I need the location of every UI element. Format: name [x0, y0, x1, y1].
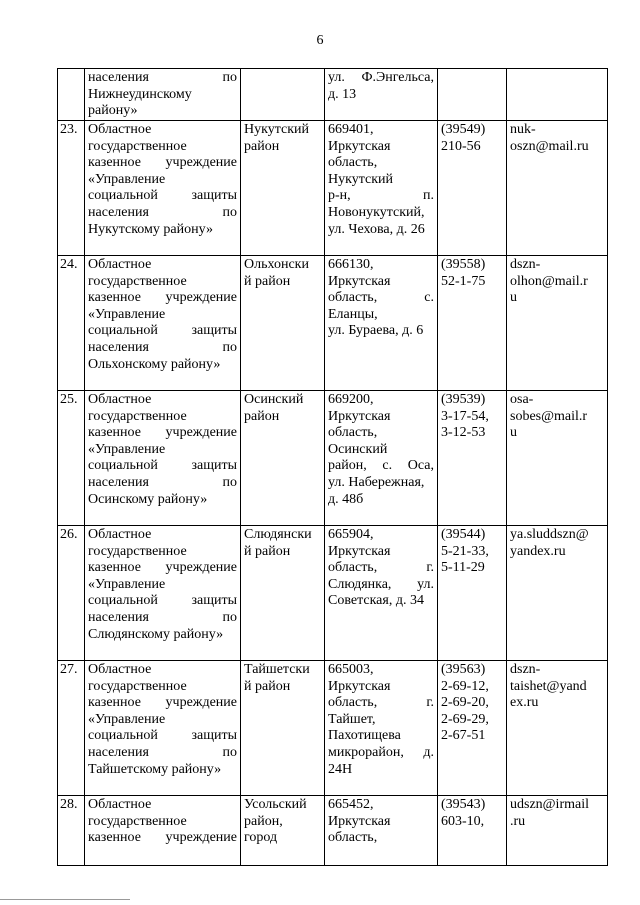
cell-word: с.	[424, 290, 434, 306]
cell-line: olhon@mail.r	[510, 273, 588, 289]
cell-line: район	[244, 408, 280, 424]
cell-line: Тайшетскому району»	[88, 761, 222, 777]
cell-line: Областное	[88, 392, 152, 407]
district-cell	[241, 526, 325, 661]
cell-line: 665003,	[328, 662, 374, 677]
district-cell	[241, 391, 325, 526]
cell-word: по	[222, 474, 237, 490]
cell-line: dszn-	[510, 662, 541, 677]
phone-cell	[438, 391, 507, 526]
cell-word: г.	[426, 695, 434, 711]
cell-line: dszn-	[510, 257, 541, 272]
cell-line: область,	[328, 155, 378, 171]
cell-word: область,	[328, 695, 378, 711]
table-row	[58, 661, 608, 796]
row-number-cell: 27.	[58, 661, 85, 796]
cell-line: 603-10,	[441, 813, 485, 829]
cell-line: 2-69-29,	[441, 711, 489, 727]
phone-cell	[438, 69, 507, 121]
cell-line: nuk-	[510, 122, 536, 137]
cell-line: ул. Набережная,	[328, 474, 425, 490]
cell-line: «Управление	[88, 171, 166, 187]
cell-line: государственное	[88, 543, 187, 559]
cell-line: «Управление	[88, 576, 166, 592]
cell-line: 5-11-29	[441, 560, 485, 576]
table-row	[58, 526, 608, 661]
table-row	[58, 796, 608, 866]
cell-word: микрорайон,	[328, 744, 404, 760]
cell-word: защиты	[191, 323, 237, 339]
table-row	[58, 391, 608, 526]
cell-line: Иркутская	[328, 273, 391, 289]
cell-line: Областное	[88, 797, 152, 812]
district-cell	[241, 69, 325, 121]
cell-word: ул.	[417, 576, 434, 592]
table-row	[58, 69, 608, 121]
cell-word: учреждение	[165, 425, 237, 441]
phone-cell	[438, 526, 507, 661]
cell-line: Иркутская	[328, 138, 391, 154]
cell-word: по	[222, 609, 237, 625]
cell-word: казенное	[88, 155, 141, 171]
district-cell	[241, 661, 325, 796]
cell-word: социальной	[88, 188, 158, 204]
table-body	[58, 69, 608, 866]
cell-line: 3-17-54,	[441, 408, 489, 424]
cell-line: Осинский	[328, 441, 388, 457]
cell-word: учреждение	[165, 155, 237, 171]
email-cell	[507, 121, 608, 256]
table-row	[58, 121, 608, 256]
cell-line: району»	[88, 103, 138, 119]
cell-word: по	[222, 744, 237, 760]
cell-word: область,	[328, 290, 378, 306]
cell-word: ул.	[328, 70, 345, 85]
cell-line: Еланцы,	[328, 306, 378, 322]
cell-line: 2-69-12,	[441, 678, 489, 694]
cell-line	[88, 610, 237, 627]
cell-word: п.	[423, 188, 434, 204]
cell-line: u	[510, 425, 517, 441]
cell-line: Усольский	[244, 797, 307, 812]
row-number-cell	[58, 69, 85, 121]
cell-line: район,	[244, 813, 283, 829]
cell-word: защиты	[191, 593, 237, 609]
cell-line: Иркутская	[328, 813, 391, 829]
cell-word: по	[222, 339, 237, 355]
cell-word: учреждение	[165, 290, 237, 306]
cell-line: udszn@irmail	[510, 797, 589, 812]
cell-word: защиты	[191, 728, 237, 744]
cell-line	[88, 458, 237, 475]
cell-line: Новонукутский,	[328, 204, 425, 220]
cell-word: казенное	[88, 560, 141, 576]
cell-line: .ru	[510, 813, 526, 829]
institution-name-cell	[85, 121, 241, 256]
cell-line: й район	[244, 678, 291, 694]
table-row	[58, 256, 608, 391]
cell-line	[328, 560, 434, 577]
cell-line: sobes@mail.r	[510, 408, 588, 424]
cell-word: учреждение	[165, 695, 237, 711]
cell-line: Иркутская	[328, 678, 391, 694]
cell-line: Ольхонскому району»	[88, 356, 221, 372]
cell-line	[328, 290, 434, 307]
cell-line: ya.sluddszn@	[510, 527, 589, 542]
cell-word: населения	[88, 744, 149, 760]
cell-word: область,	[328, 560, 378, 576]
address-cell	[325, 391, 438, 526]
cell-line	[88, 155, 237, 172]
cell-line: ex.ru	[510, 695, 539, 711]
cell-word: населения	[88, 609, 149, 625]
cell-line: ул. Бураева, д. 6	[328, 323, 424, 339]
institution-name-cell	[85, 526, 241, 661]
cell-line	[88, 205, 237, 222]
footnote-rule	[0, 899, 130, 900]
cell-line: Нукутский	[244, 122, 310, 137]
cell-line: область,	[328, 425, 378, 441]
cell-word: защиты	[191, 458, 237, 474]
cell-word: р-н,	[328, 188, 351, 204]
cell-word: казенное	[88, 425, 141, 441]
cell-line: Ольхонски	[244, 257, 309, 272]
cell-line: Нукутскому району»	[88, 221, 213, 237]
cell-line	[328, 458, 434, 475]
cell-line: 52-1-75	[441, 273, 486, 289]
cell-line	[328, 695, 434, 712]
email-cell	[507, 796, 608, 866]
cell-word: Слюдянка,	[328, 576, 392, 592]
cell-word: казенное	[88, 290, 141, 306]
cell-line	[88, 830, 237, 847]
cell-word: по	[222, 70, 237, 85]
cell-line	[328, 188, 434, 205]
cell-line	[88, 695, 237, 712]
cell-word: с.	[382, 458, 393, 474]
institution-name-cell	[85, 661, 241, 796]
cell-line: u	[510, 290, 517, 306]
cell-line: государственное	[88, 678, 187, 694]
cell-line: 3-12-53	[441, 425, 486, 441]
cell-line: (39539)	[441, 392, 486, 407]
cell-line	[88, 560, 237, 577]
cell-line: Слюдянски	[244, 527, 312, 542]
cell-line: й район	[244, 273, 291, 289]
cell-line	[328, 70, 434, 87]
page-number: 6	[316, 33, 324, 48]
cell-word: защиты	[191, 188, 237, 204]
cell-line: 5-21-33,	[441, 543, 489, 559]
cell-line: yandex.ru	[510, 543, 566, 559]
email-cell	[507, 391, 608, 526]
cell-line: Советская, д. 34	[328, 593, 424, 609]
cell-line	[88, 290, 237, 307]
row-number-cell: 26.	[58, 526, 85, 661]
cell-line: Нижнеудинскому	[88, 86, 192, 102]
cell-line: район	[244, 138, 280, 154]
cell-line: Осинскому району»	[88, 491, 208, 507]
cell-line: 2-69-20,	[441, 695, 489, 711]
cell-line: osa-	[510, 392, 534, 407]
cell-line: й район	[244, 543, 291, 559]
cell-line: область,	[328, 830, 378, 846]
phone-cell	[438, 121, 507, 256]
cell-line	[88, 340, 237, 357]
cell-line	[88, 188, 237, 205]
cell-line: 666130,	[328, 257, 374, 272]
address-cell	[325, 69, 438, 121]
cell-line: государственное	[88, 408, 187, 424]
cell-line: (39549)	[441, 122, 486, 137]
cell-line	[88, 425, 237, 442]
district-cell	[241, 256, 325, 391]
cell-line: государственное	[88, 813, 187, 829]
phone-cell	[438, 796, 507, 866]
cell-line: ул. Чехова, д. 26	[328, 221, 425, 237]
cell-word: населения	[88, 339, 149, 355]
cell-line: Областное	[88, 122, 152, 137]
cell-line: 665904,	[328, 527, 374, 542]
cell-word: д.	[423, 744, 434, 760]
cell-word: г.	[426, 560, 434, 576]
cell-word: Ф.Энгельса,	[361, 70, 434, 85]
cell-line: oszn@mail.ru	[510, 138, 589, 154]
cell-line: (39558)	[441, 257, 486, 272]
cell-line: Областное	[88, 257, 152, 272]
cell-line: государственное	[88, 273, 187, 289]
district-cell	[241, 796, 325, 866]
address-cell	[325, 121, 438, 256]
cell-line: 210-56	[441, 138, 481, 154]
cell-word: казенное	[88, 695, 141, 711]
cell-word: социальной	[88, 728, 158, 744]
institution-name-cell	[85, 256, 241, 391]
cell-line: taishet@yand	[510, 678, 587, 694]
institution-name-cell	[85, 69, 241, 121]
cell-word: учреждение	[165, 830, 237, 846]
cell-line: 669401,	[328, 122, 374, 137]
address-cell	[325, 796, 438, 866]
row-number-cell: 25.	[58, 391, 85, 526]
address-cell	[325, 661, 438, 796]
cell-line: Иркутская	[328, 408, 391, 424]
institution-name-cell	[85, 796, 241, 866]
cell-line: Осинский	[244, 392, 304, 407]
cell-line: «Управление	[88, 441, 166, 457]
cell-line	[328, 745, 434, 762]
cell-line: государственное	[88, 138, 187, 154]
address-cell	[325, 526, 438, 661]
cell-word: населения	[88, 474, 149, 490]
cell-line: 24Н	[328, 761, 353, 777]
email-cell	[507, 256, 608, 391]
cell-word: социальной	[88, 323, 158, 339]
cell-line	[88, 475, 237, 492]
cell-word: населения	[88, 204, 149, 220]
cell-line	[88, 593, 237, 610]
row-number-cell: 24.	[58, 256, 85, 391]
cell-line: (39544)	[441, 527, 486, 542]
row-number-cell: 23.	[58, 121, 85, 256]
cell-line: (39563)	[441, 662, 486, 677]
institution-name-cell	[85, 391, 241, 526]
cell-line: 669200,	[328, 392, 374, 407]
cell-line: Нукутский	[328, 171, 394, 187]
cell-line	[88, 728, 237, 745]
cell-line: (39543)	[441, 797, 486, 812]
cell-line: д. 13	[328, 86, 357, 102]
cell-line: Тайшетски	[244, 662, 310, 677]
cell-word: район,	[328, 458, 367, 474]
cell-line: «Управление	[88, 306, 166, 322]
cell-line	[328, 577, 434, 594]
cell-word: по	[222, 204, 237, 220]
cell-word: социальной	[88, 458, 158, 474]
cell-line	[88, 70, 237, 87]
address-cell	[325, 256, 438, 391]
email-cell	[507, 661, 608, 796]
cell-line: 665452,	[328, 797, 374, 812]
phone-cell	[438, 256, 507, 391]
cell-word: населения	[88, 70, 149, 85]
cell-line: Областное	[88, 527, 152, 542]
cell-line: Слюдянскому району»	[88, 626, 224, 642]
email-cell	[507, 526, 608, 661]
email-cell	[507, 69, 608, 121]
cell-line: «Управление	[88, 711, 166, 727]
cell-word: казенное	[88, 830, 141, 846]
cell-line: Тайшет,	[328, 711, 376, 727]
cell-line: д. 48б	[328, 491, 364, 507]
cell-line: Областное	[88, 662, 152, 677]
cell-word: учреждение	[165, 560, 237, 576]
cell-line: город	[244, 830, 278, 846]
phone-cell	[438, 661, 507, 796]
district-cell	[241, 121, 325, 256]
cell-line: Пахотищева	[328, 728, 401, 744]
cell-line: Иркутская	[328, 543, 391, 559]
cell-line: 2-67-51	[441, 728, 486, 744]
cell-word: социальной	[88, 593, 158, 609]
row-number-cell: 28.	[58, 796, 85, 866]
institutions-table	[57, 68, 608, 866]
cell-word: Оса,	[407, 458, 434, 474]
cell-line	[88, 323, 237, 340]
cell-line	[88, 745, 237, 762]
